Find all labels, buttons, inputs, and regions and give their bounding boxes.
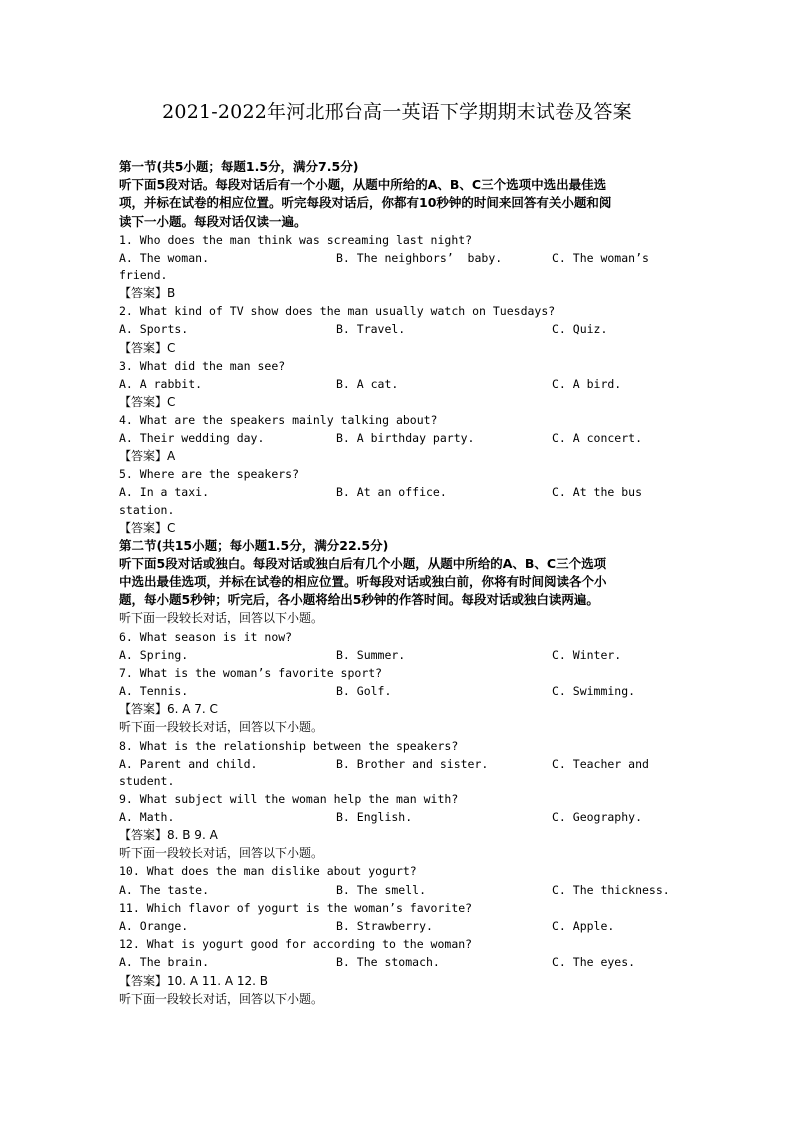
option-b: B. A birthday party. [336,431,475,446]
dialogue-lead: 听下面一段较长对话，回答以下小题。 [119,720,324,735]
option-b: B. A cat. [336,376,399,391]
question-12-options [119,953,679,971]
question-5: 5. Where are the speakers? [119,467,300,482]
option-c: C. Quiz. [552,322,608,337]
option-c: C. A bird. [552,376,622,391]
option-b: B. English. [336,810,413,825]
option-b: B. The neighbors’ baby. [336,250,503,265]
option-continuation: friend. [119,268,168,283]
option-a: A. Math. [119,810,175,825]
answer-3: 【答案】C [119,394,176,409]
option-a: A. Sports. [119,322,189,337]
question-5-options [119,483,679,501]
answer-1: 【答案】B [119,286,176,301]
option-b: B. Travel. [336,322,406,337]
answer-4: 【答案】A [119,449,176,464]
option-c: C. Winter. [552,647,622,662]
question-3-options [119,375,679,393]
option-c: C. The eyes. [552,955,636,970]
question-12: 12. What is yogurt good for according to the woman? [119,937,473,952]
question-8-options [119,755,679,773]
question-6: 6. What season is it now? [119,629,293,644]
question-11: 11. Which flavor of yogurt is the woman’s favorite? [119,900,473,915]
question-8: 8. What is the relationship between the speakers? [119,738,459,753]
question-7-options [119,682,679,700]
answer-6-7: 【答案】6. A 7. C [119,702,218,717]
question-4-options [119,429,679,447]
option-a: A. Spring. [119,647,189,662]
option-b: B. Brother and sister. [336,756,489,771]
question-9: 9. What subject will the woman help the man with? [119,791,459,806]
dialogue-lead: 听下面一段较长对话，回答以下小题。 [119,846,324,861]
document-title: 2021-2022年河北邢台高一英语下学期期末试卷及答案 [162,101,632,123]
question-1: 1. Who does the man think was screaming last night? [119,232,473,247]
question-11-options [119,917,679,935]
option-c: C. The thickness. [552,882,670,897]
document-content [119,158,679,1008]
question-2-options [119,320,679,338]
answer-5: 【答案】C [119,520,176,535]
question-6-options [119,646,679,664]
section1-instruction-line: 听下面5段对话。每段对话后有一个小题，从题中所给的A、B、C三个选项中选出最佳选 [119,177,607,193]
question-1-options [119,249,679,267]
answer-8-9: 【答案】8. B 9. A [119,828,218,843]
option-a: A. In a taxi. [119,485,210,500]
option-c: C. The woman’s [552,250,649,265]
option-c: C. Apple. [552,919,615,933]
question-3: 3. What did the man see? [119,358,286,373]
question-9-options [119,808,679,826]
option-c: C. Swimming. [552,684,636,699]
section2-instruction-line: 听下面5段对话或独白。每段对话或独白后有几个小题，从题中所给的A、B、C三个选项 [119,555,607,571]
option-b: B. Strawberry. [336,919,433,933]
option-a: A. A rabbit. [119,376,203,391]
option-b: B. Golf. [336,684,392,699]
section2-instruction-line: 题，每小题5秒钟；听完后，各小题将给出5秒钟的作答时间。每段对话或独白读两遍。 [119,592,599,608]
question-10: 10. What does the man dislike about yogurt? [119,864,417,879]
section2-heading: 第二节(共15小题；每小题1.5分，满分22.5分) [119,537,389,553]
section1-instruction-line: 读下一小题。每段对话仅读一遍。 [119,213,307,229]
answer-10-12: 【答案】10. A 11. A 12. B [119,973,268,988]
option-a: A. The taste. [119,882,210,897]
option-b: B. The smell. [336,882,427,897]
option-c: C. Geography. [552,810,643,825]
section1-heading: 第一节(共5小题；每题1.5分，满分7.5分) [119,159,359,174]
section2-instruction-line: 中选出最佳选项，并标在试卷的相应位置。听每段对话或独白前，你将有时间阅读各个小 [119,574,607,589]
answer-2: 【答案】C [119,340,176,355]
option-c: C. A concert. [552,431,643,446]
option-continuation: station. [119,502,175,517]
option-a: A. The brain. [119,955,210,970]
question-7: 7. What is the woman’s favorite sport? [119,665,383,680]
question-2: 2. What kind of TV show does the man usually watch on Tuesdays? [119,304,556,319]
option-b: B. At an office. [336,485,447,500]
option-b: B. The stomach. [336,955,440,970]
option-continuation: student. [119,773,175,788]
option-c: C. Teacher and [552,756,649,771]
dialogue-lead: 听下面一段较长对话，回答以下小题。 [119,991,324,1006]
section1-instruction-line: 项，并标在试卷的相应位置。听完每段对话后，你都有10秒钟的时间来回答有关小题和阅 [119,195,612,211]
question-4: 4. What are the speakers mainly talking about? [119,412,438,427]
option-a: A. The woman. [119,250,210,265]
option-a: A. Parent and child. [119,756,258,771]
option-a: A. Tennis. [119,684,189,699]
option-a: A. Orange. [119,919,189,933]
option-b: B. Summer. [336,647,406,662]
question-10-options [119,881,679,899]
dialogue-lead: 听下面一段较长对话，回答以下小题。 [119,611,324,626]
option-c: C. At the bus [552,485,643,500]
option-a: A. Their wedding day. [119,431,265,446]
